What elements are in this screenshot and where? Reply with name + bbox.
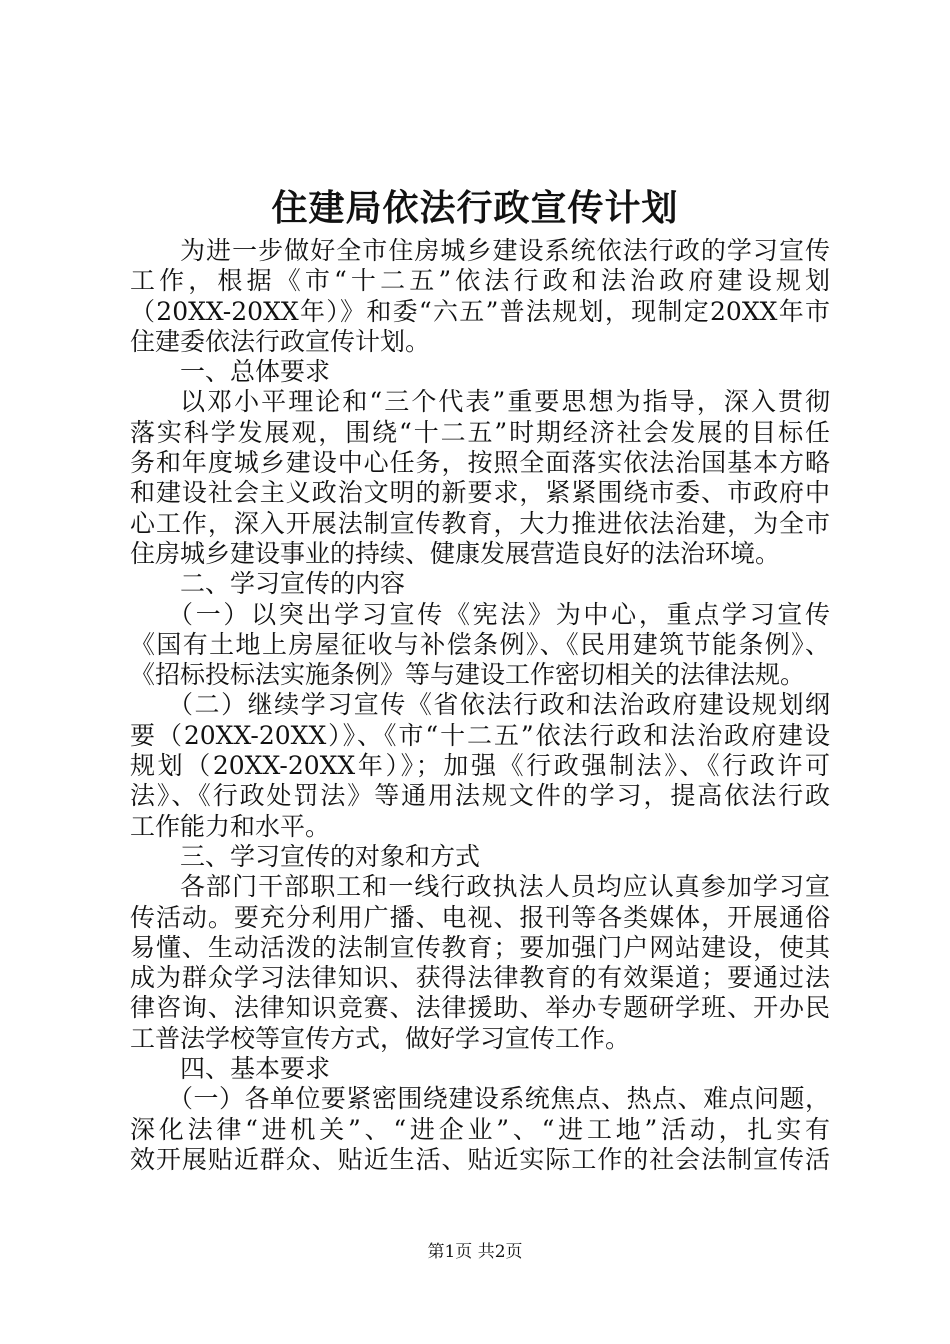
- text-line-content: 二、学习宣传的内容: [180, 569, 406, 599]
- text-line: [130, 1115, 830, 1145]
- text-line: [130, 963, 830, 993]
- text-line: [130, 600, 830, 630]
- text-line-content: 住建委依法行政宣传计划。: [130, 326, 431, 356]
- text-line-content: 各部门干部职工和一线行政执法人员均应认真参加学习宣: [180, 872, 830, 902]
- text-line: [130, 660, 830, 690]
- text-line-content: 《招标投标法实施条例》等与建设工作密切相关的法律法规。: [130, 660, 806, 690]
- text-line: [130, 448, 830, 478]
- text-line: [130, 630, 830, 660]
- text-line: [130, 509, 830, 539]
- text-line-content: 易懂、生动活泼的法制宣传教育；要加强门户网站建设，使其: [130, 932, 830, 962]
- text-line-content: 落实科学发展观，围绕“十二五”时期经济社会发展的目标任: [130, 417, 830, 447]
- text-line-content: 工作能力和水平。: [130, 811, 331, 841]
- text-line-content: （二）继续学习宣传《省依法行政和法治政府建设规划纲: [168, 690, 830, 720]
- text-line-content: 四、基本要求: [180, 1054, 331, 1084]
- text-line-content: 务和年度城乡建设中心任务，按照全面落实依法治国基本方略: [130, 448, 830, 478]
- text-line-content: 律咨询、法律知识竞赛、法律援助、举办专题研学班、开办民: [130, 993, 830, 1023]
- text-line-content: 工作，根据《市“十二五”依法行政和法治政府建设规划: [130, 266, 830, 296]
- text-line-content: 心工作，深入开展法制宣传教育，大力推进依法治建，为全市: [130, 508, 830, 538]
- text-line-content: 要（20XX-20XX）》、《市“十二五”依法行政和法治政府建设: [130, 720, 830, 750]
- text-line: [130, 569, 830, 599]
- text-line: [130, 539, 830, 569]
- text-line: [130, 357, 830, 387]
- text-line-content: 效开展贴近群众、贴近生活、贴近实际工作的社会法制宣传活: [130, 1144, 830, 1174]
- text-line-content: 和建设社会主义政治文明的新要求，紧紧围绕市委、市政府中: [130, 478, 830, 508]
- text-line-content: 以邓小平理论和“三个代表”重要思想为指导，深入贯彻: [180, 387, 830, 417]
- text-line: [130, 1054, 830, 1084]
- text-line-content: 规划（20XX-20XX年）》；加强《行政强制法》、《行政许可: [130, 751, 830, 781]
- text-line: [130, 690, 830, 720]
- text-line-content: 深化法律“进机关”、“进企业”、“进工地”活动，扎实有: [130, 1114, 830, 1144]
- document-title: 住建局依法行政宣传计划: [271, 187, 679, 229]
- text-line: [130, 236, 830, 266]
- text-line: [130, 418, 830, 448]
- text-line: [130, 478, 830, 508]
- text-line-content: （20XX-20XX年）》和委“六五”普法规划，现制定20XX年市: [130, 296, 830, 326]
- text-line-content: 为进一步做好全市住房城乡建设系统依法行政的学习宣传: [180, 236, 830, 265]
- text-line: [130, 993, 830, 1023]
- text-line-content: 一、总体要求: [180, 357, 331, 387]
- text-line: [130, 266, 830, 296]
- text-line-content: 《国有土地上房屋征收与补偿条例》、《民用建筑节能条例》、: [130, 629, 830, 659]
- text-line-content: 住房城乡建设事业的持续、健康发展营造良好的法治环境。: [130, 538, 781, 568]
- text-line: [130, 297, 830, 327]
- text-line: [130, 387, 830, 417]
- text-line: [130, 812, 830, 842]
- text-line-content: 三、学习宣传的对象和方式: [180, 841, 481, 871]
- page-footer: 第1页 共2页: [427, 1242, 523, 1262]
- text-line: [130, 933, 830, 963]
- text-line-content: 传活动。要充分利用广播、电视、报刊等各类媒体，开展通俗: [130, 902, 830, 932]
- text-line: [130, 903, 830, 933]
- text-line: [130, 1145, 830, 1175]
- text-line-content: （一）以突出学习宣传《宪法》为中心，重点学习宣传: [168, 599, 830, 629]
- text-line: [130, 1024, 830, 1054]
- text-line: [130, 781, 830, 811]
- text-line: [130, 1084, 830, 1114]
- text-line-content: （一）各单位要紧密围绕建设系统焦点、热点、难点问题，: [168, 1084, 830, 1114]
- text-line-content: 成为群众学习法律知识、获得法律教育的有效渠道；要通过法: [130, 963, 830, 993]
- text-line: [130, 751, 830, 781]
- text-line: [130, 721, 830, 751]
- text-line: [130, 872, 830, 902]
- text-line-content: 工普法学校等宣传方式，做好学习宣传工作。: [130, 1023, 631, 1053]
- text-line-content: 法》、《行政处罚法》等通用法规文件的学习，提高依法行政: [130, 781, 830, 811]
- text-line: [130, 327, 830, 357]
- document-body: [130, 236, 830, 1175]
- text-line: [130, 842, 830, 872]
